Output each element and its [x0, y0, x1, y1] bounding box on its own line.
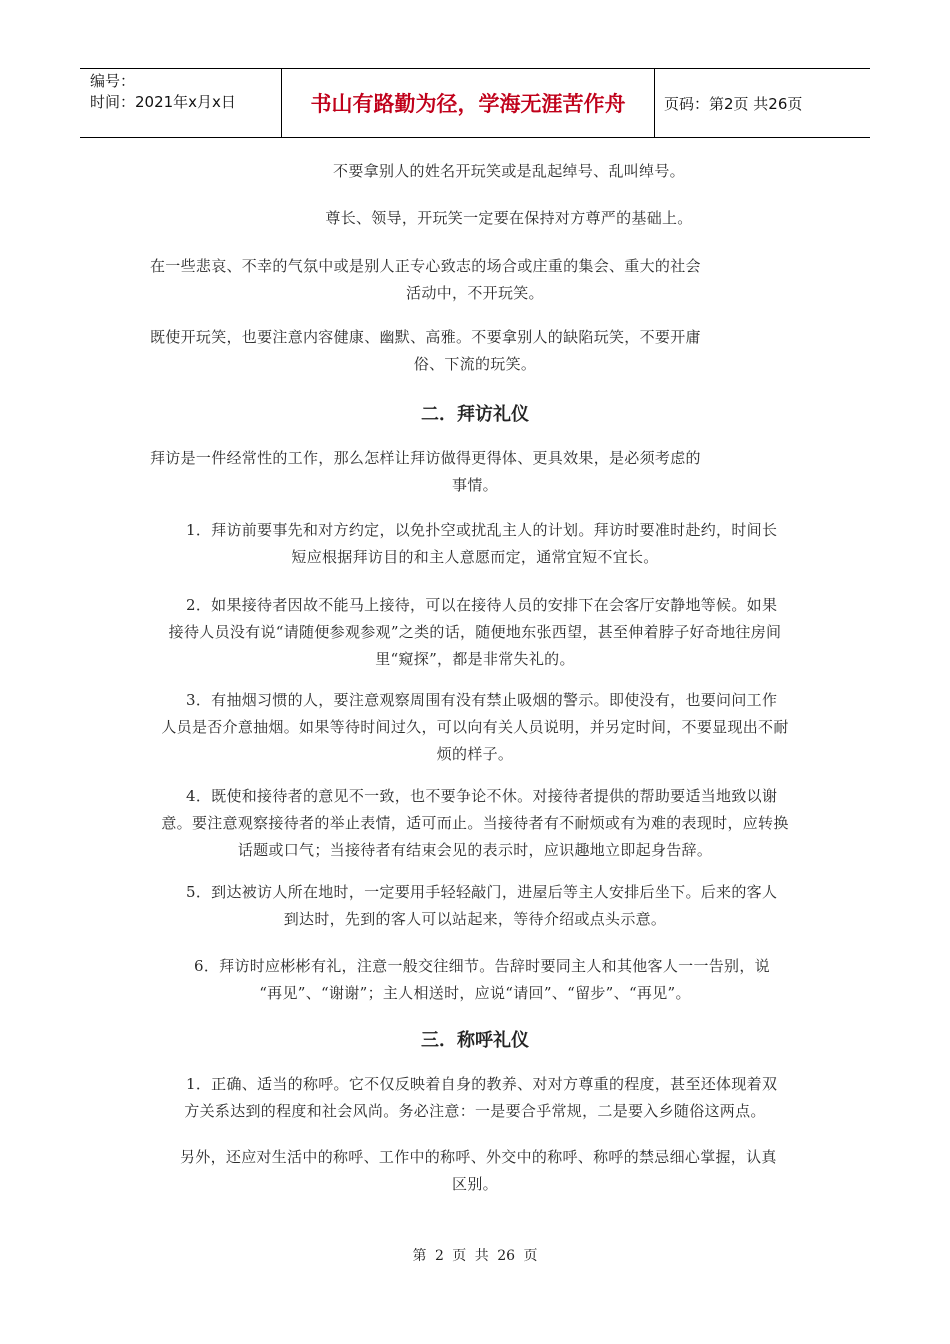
- list-item: 意。要注意观察接待者的举止表情，适可而止。当接待者有不耐烦或有为难的表现时，应转换: [161, 814, 789, 832]
- section-title: 二．拜访礼仪: [421, 404, 529, 425]
- list-item: 里“窥探”，都是非常失礼的。: [375, 650, 575, 668]
- paragraph: 活动中，不开玩笑。: [406, 284, 544, 302]
- list-item: 人员是否介意抽烟。如果等待时间过久，可以向有关人员说明，并另定时间，不要显现出不耐: [161, 718, 789, 736]
- header-divider-right: [654, 69, 655, 137]
- paragraph: 区别。: [452, 1175, 498, 1193]
- section-title: 三．称呼礼仪: [421, 1030, 529, 1051]
- paragraph: 另外，还应对生活中的称呼、工作中的称呼、外交中的称呼、称呼的禁忌细心掌握，认真: [180, 1148, 777, 1166]
- paragraph: 拜访是一件经常性的工作，那么怎样让拜访做得更得体、更具效果，是必须考虑的: [150, 449, 701, 467]
- paragraph: 既使开玩笑，也要注意内容健康、幽默、高雅。不要拿别人的缺陷玩笑，不要开庸: [150, 328, 701, 346]
- paragraph: 事情。: [452, 476, 498, 494]
- paragraph: 不要拿别人的姓名开玩笑或是乱起绰号、乱叫绰号。: [333, 162, 685, 180]
- paragraph: 在一些悲哀、不幸的气氛中或是别人正专心致志的场合或庄重的集会、重大的社会: [150, 257, 701, 275]
- list-item: 话题或口气；当接待者有结束会见的表示时，应识趣地立即起身告辞。: [237, 841, 713, 859]
- list-item: 短应根据拜访目的和主人意愿而定，通常宜短不宜长。: [291, 548, 659, 566]
- list-item: 1．正确、适当的称呼。它不仅反映着自身的教养、对对方尊重的程度，甚至还体现着双: [186, 1075, 778, 1093]
- list-item: 3．有抽烟习惯的人，要注意观察周围有没有禁止吸烟的警示。即使没有，也要问问工作: [186, 691, 778, 709]
- list-item: 方关系达到的程度和社会风尚。务必注意：一是要合乎常规，二是要入乡随俗这两点。: [184, 1102, 766, 1120]
- time-label: 时间：2021年x月x日: [90, 93, 236, 111]
- number-label: 编号：: [90, 72, 136, 90]
- list-item: 6．拜访时应彬彬有礼，注意一般交往细节。告辞时要同主人和其他客人一一告别，说: [194, 957, 770, 975]
- list-item: “再见”、“谢谢”；主人相送时，应说“请回”、“留步”、“再见”。: [259, 984, 691, 1002]
- header-page-info: 页码：第2页 共26页: [664, 94, 803, 113]
- paragraph: 俗、下流的玩笑。: [413, 355, 537, 373]
- list-item: 1．拜访前要事先和对方约定，以免扑空或扰乱主人的计划。拜访时要准时赴约，时间长: [186, 521, 778, 539]
- list-item: 接待人员没有说“请随便参观参观”之类的话，随便地东张西望，甚至伸着脖子好奇地往房间: [168, 623, 782, 641]
- list-item: 5．到达被访人所在地时，一定要用手轻轻敲门，进屋后等主人安排后坐下。后来的客人: [186, 883, 778, 901]
- page-footer: 第 2 页 共 26 页: [412, 1248, 538, 1264]
- list-item: 4．既使和接待者的意见不一致，也不要争论不休。对接待者提供的帮助要适当地致以谢: [186, 787, 778, 805]
- header-meta: [90, 71, 280, 113]
- list-item: 2．如果接待者因故不能马上接待，可以在接待人员的安排下在会客厅安静地等候。如果: [186, 596, 778, 614]
- list-item: 到达时，先到的客人可以站起来，等待介绍或点头示意。: [283, 910, 667, 928]
- paragraph: 尊长、领导，开玩笑一定要在保持对方尊严的基础上。: [325, 209, 693, 227]
- header-motto: 书山有路勤为径，学海无涯苦作舟: [310, 92, 626, 116]
- page-header: [80, 68, 870, 138]
- list-item: 烦的样子。: [436, 745, 514, 763]
